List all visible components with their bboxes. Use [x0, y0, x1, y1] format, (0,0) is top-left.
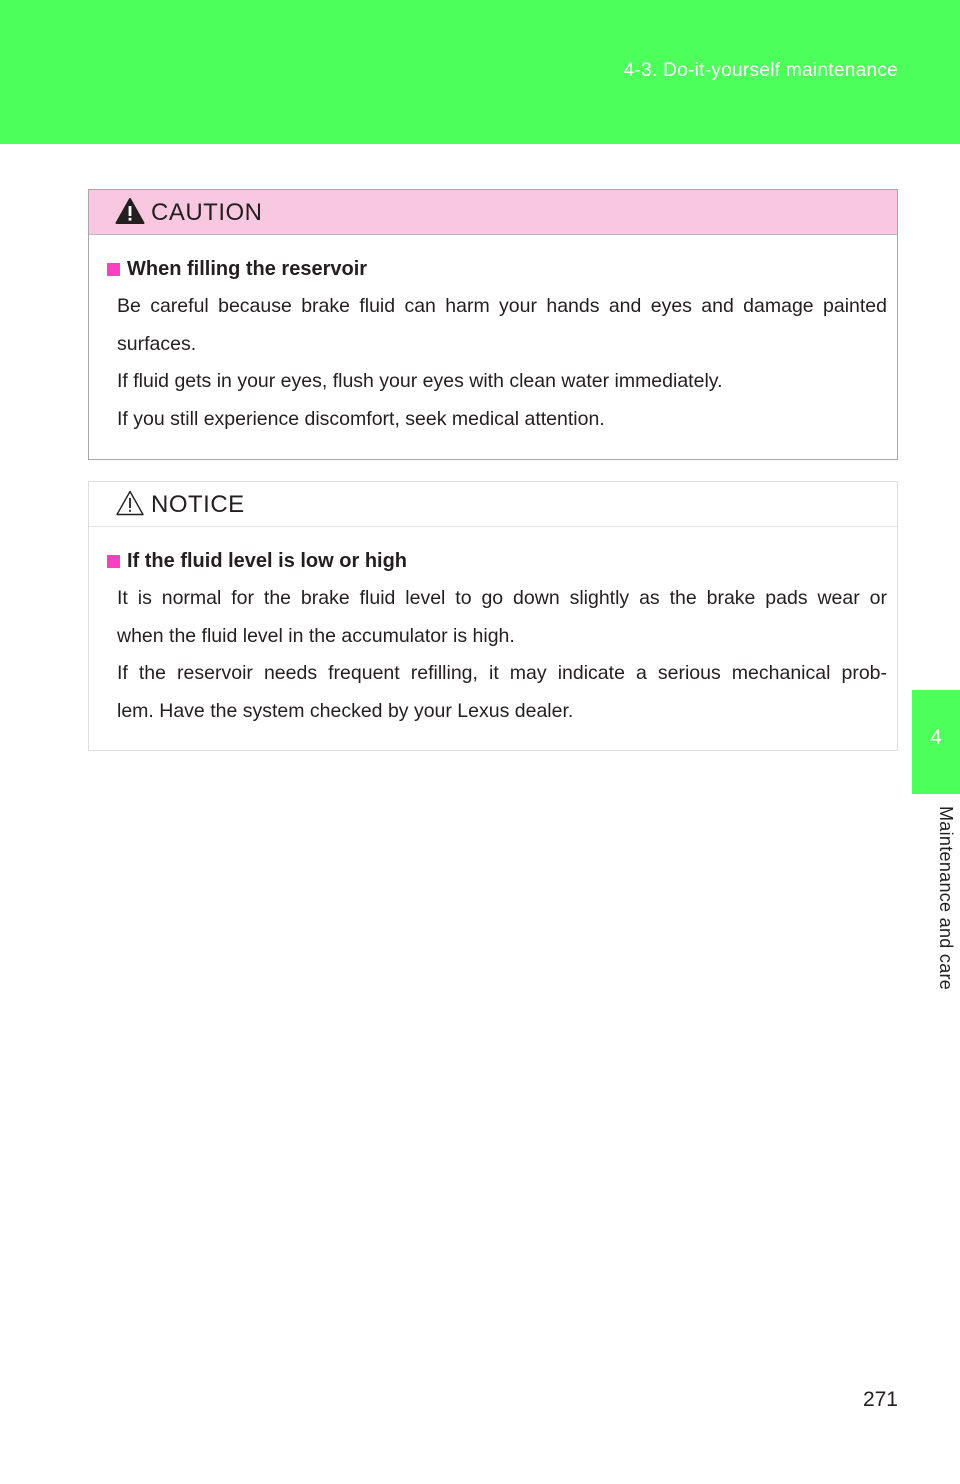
chapter-tab [912, 690, 960, 794]
notice-header [89, 482, 897, 527]
warning-triangle-outline-icon [115, 489, 145, 517]
notice-item-title-row [107, 546, 887, 576]
warning-triangle-filled-icon [115, 197, 145, 225]
caution-text [107, 288, 887, 438]
caution-label: CAUTION [151, 199, 263, 226]
chapter-label: Maintenance and care [936, 806, 956, 991]
header-band [0, 0, 960, 144]
notice-line: when the fluid level in the accumulator is high. [117, 624, 515, 647]
caution-line: If you still experience discomfort, seek medical attention. [117, 407, 605, 430]
section-title: 4-3. Do-it-yourself maintenance [623, 60, 898, 81]
caution-item-title-row [107, 254, 887, 284]
notice-label: NOTICE [151, 491, 245, 518]
caution-line: Be careful because brake fluid can harm your hands and eyes and damage painted [117, 295, 887, 317]
notice-text [107, 580, 887, 730]
square-bullet-icon [107, 263, 120, 276]
caution-line: surfaces. [117, 332, 197, 355]
caution-item-title: When filling the reservoir [127, 257, 368, 280]
chapter-number: 4 [930, 726, 942, 749]
notice-line: It is normal for the brake fluid level to go down slightly as the brake pads wear or [117, 587, 887, 609]
square-bullet-icon [107, 555, 120, 568]
caution-box [88, 189, 898, 460]
caution-header [89, 190, 897, 235]
caution-line: If fluid gets in your eyes, flush your eyes with clean water immediately. [117, 370, 723, 392]
notice-box [88, 481, 898, 751]
notice-item-title: If the fluid level is low or high [127, 549, 408, 572]
notice-line: lem. Have the system checked by your Lexus dealer. [117, 699, 574, 722]
page-number: 271 [862, 1388, 898, 1411]
notice-line: If the reservoir needs frequent refilling, it may indicate a serious mechanical prob- [117, 662, 887, 684]
